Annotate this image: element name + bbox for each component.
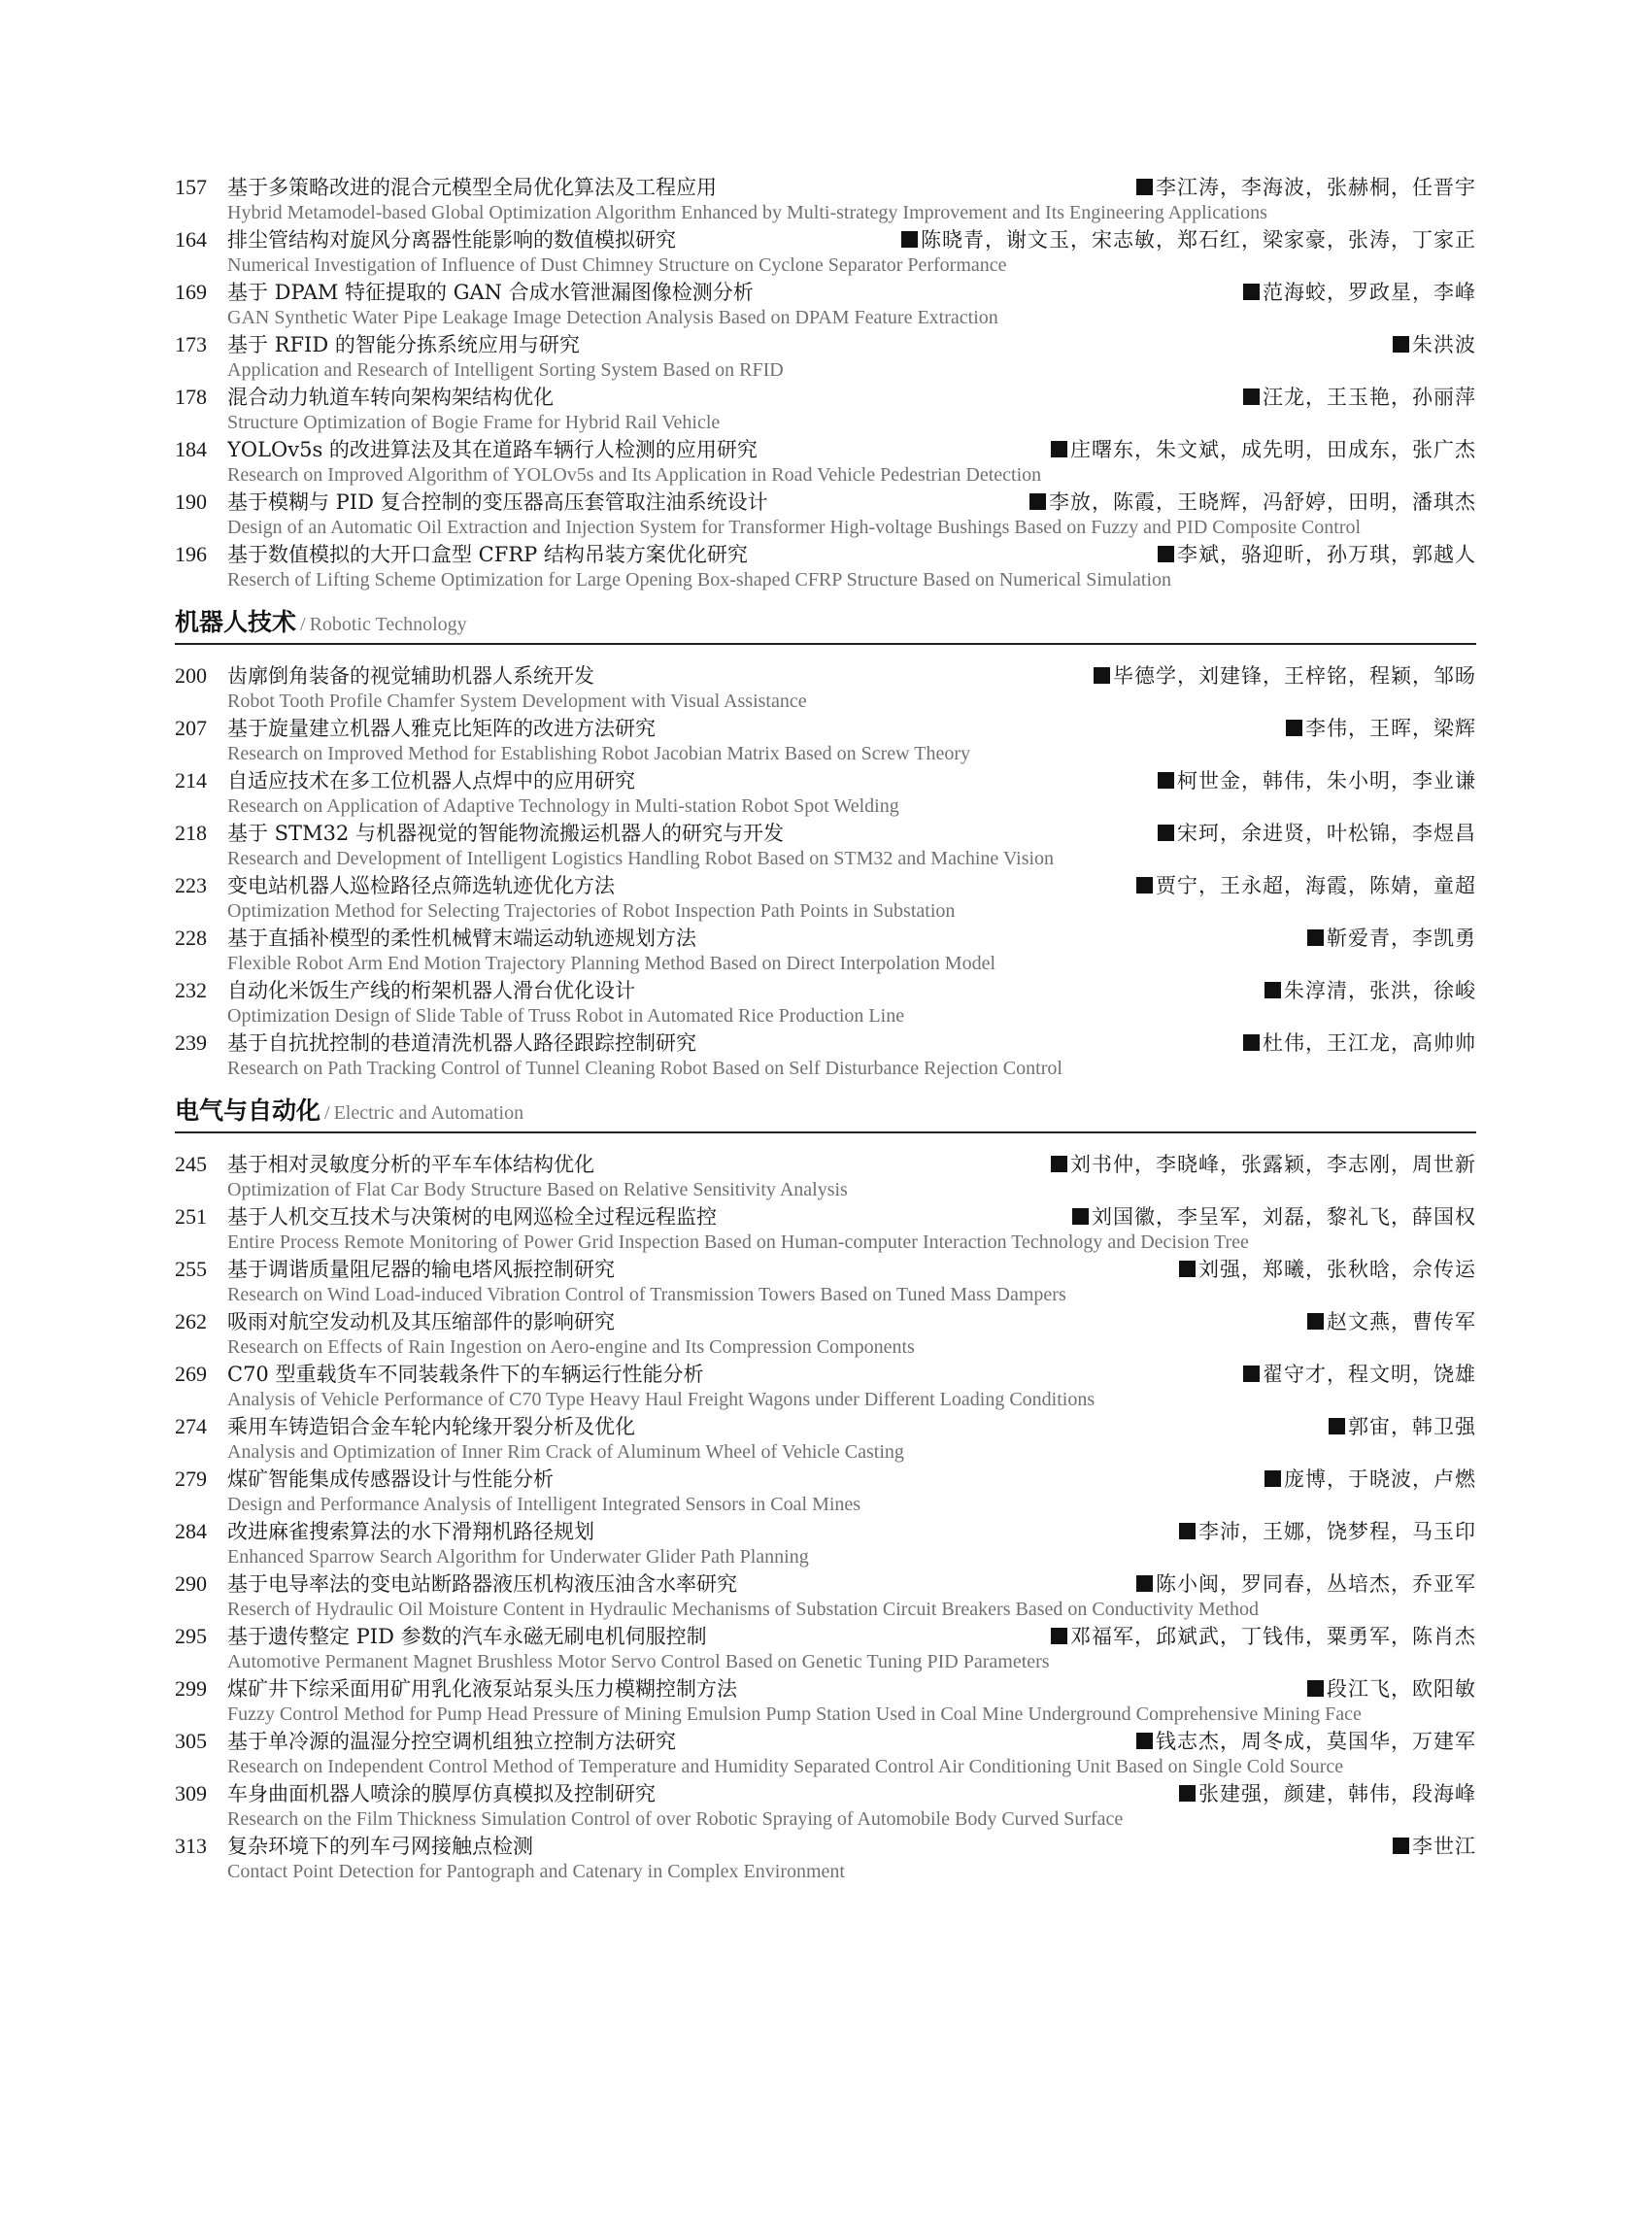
author-names: 邓福军，邱斌武，丁钱伟，粟勇军，陈肖杰: [1070, 1625, 1476, 1648]
authors: [1039, 1623, 1476, 1651]
author-marker-icon: [1136, 1733, 1153, 1749]
toc-entry[interactable]: [175, 819, 1476, 871]
chinese-title: 基于单冷源的温湿分控空调机组独立控制方法研究: [227, 1730, 676, 1753]
page-number: 218: [175, 821, 207, 845]
page-number: 279: [175, 1467, 207, 1491]
page-number: 299: [175, 1676, 207, 1701]
page-number: 274: [175, 1414, 207, 1438]
authors: [1146, 820, 1476, 848]
authors: [1167, 1780, 1476, 1808]
authors: [1167, 1518, 1476, 1546]
page-number: 290: [175, 1571, 207, 1596]
authors: [1146, 767, 1476, 795]
chinese-title: 煤矿井下综采面用矿用乳化液泵站泵头压力模糊控制方法: [227, 1677, 737, 1701]
chinese-title: 改进麻雀搜索算法的水下滑翔机路径规划: [227, 1520, 594, 1543]
author-names: 朱淳清，张洪，徐峻: [1284, 979, 1476, 1002]
page-number: 178: [175, 385, 207, 409]
chinese-title: 煤矿智能集成传感器设计与性能分析: [227, 1467, 554, 1491]
english-title: Analysis of Vehicle Performance of C70 Type Heavy Haul Freight Wagons under Different Loading Conditions: [227, 1389, 1096, 1410]
authors: [1231, 1361, 1476, 1389]
table-of-contents: [175, 173, 1476, 1884]
toc-entry[interactable]: [175, 1517, 1476, 1569]
english-title: Enhanced Sparrow Search Algorithm for Underwater Glider Path Planning: [227, 1546, 809, 1568]
page-number: 200: [175, 663, 207, 688]
page-number: 190: [175, 489, 207, 514]
author-marker-icon: [1393, 336, 1409, 353]
english-title: Structure Optimization of Bogie Frame for Hybrid Rail Vehicle: [227, 412, 721, 433]
page-number: 169: [175, 280, 207, 304]
author-marker-icon: [1393, 1838, 1409, 1854]
author-names: 刘强，郑曦，张秋晗，佘传运: [1198, 1258, 1476, 1281]
author-names: 段江飞，欧阳敏: [1327, 1677, 1476, 1701]
english-title: Reserch of Hydraulic Oil Moisture Content in Hydraulic Mechanisms of Substation Circuit Breakers Based on Conductivity Method: [227, 1599, 1260, 1620]
chinese-title: 基于调谐质量阻尼器的输电塔风振控制研究: [227, 1258, 615, 1281]
authors: [1231, 279, 1476, 307]
page-number: 295: [175, 1624, 207, 1648]
toc-entry-header: [175, 871, 1476, 899]
toc-entry[interactable]: [175, 383, 1476, 435]
chinese-title: 基于模糊与 PID 复合控制的变压器高压套管取注油系统设计: [227, 490, 768, 514]
author-names: 庄曙东，朱文斌，成先明，田成东，张广杰: [1070, 438, 1476, 461]
english-title: Research on the Film Thickness Simulation Control of over Robotic Spraying of Automobile Body Curved Surface: [227, 1808, 1124, 1830]
author-marker-icon: [1179, 1523, 1196, 1539]
toc-entry-header: [175, 540, 1476, 568]
english-title: Robot Tooth Profile Chamfer System Development with Visual Assistance: [227, 691, 807, 712]
authors: [1231, 1029, 1476, 1058]
english-title: Entire Process Remote Monitoring of Power Grid Inspection Based on Human-computer Interaction Technology and Decision Tree: [227, 1231, 1249, 1253]
toc-entry-header: [175, 714, 1476, 742]
english-title: Analysis and Optimization of Inner Rim Crack of Aluminum Wheel of Vehicle Casting: [227, 1441, 904, 1463]
authors: [1253, 1466, 1476, 1494]
authors: [1125, 872, 1476, 900]
author-marker-icon: [1136, 877, 1153, 894]
toc-entry-header: [175, 661, 1476, 690]
author-marker-icon: [1158, 772, 1174, 789]
english-title: Hybrid Metamodel-based Global Optimization Algorithm Enhanced by Multi-strategy Improvement and Its Engineering Applications: [227, 202, 1267, 223]
author-names: 李江涛，李海波，张赫桐，任晋宇: [1156, 176, 1476, 199]
author-marker-icon: [1264, 1470, 1281, 1487]
page-number: 164: [175, 227, 207, 252]
section-title-cn: 电气与自动化: [175, 1096, 321, 1125]
author-names: 张建强，颜建，韩伟，段海峰: [1198, 1782, 1476, 1805]
toc-entry-header: [175, 383, 1476, 411]
authors: [1317, 1413, 1476, 1441]
author-names: 柯世金，韩伟，朱小明，李业谦: [1177, 769, 1476, 793]
page-number: 214: [175, 768, 207, 793]
page-number: 309: [175, 1781, 207, 1805]
section-title-separator: /: [300, 614, 306, 635]
author-marker-icon: [1307, 1680, 1324, 1697]
author-marker-icon: [1243, 1366, 1260, 1382]
author-names: 汪龙，王玉艳，孙丽萍: [1263, 386, 1476, 409]
section-heading: [175, 1091, 1476, 1133]
chinese-title: 基于人机交互技术与决策树的电网巡检全过程远程监控: [227, 1205, 717, 1229]
authors: [1231, 384, 1476, 412]
english-title: Research on Path Tracking Control of Tunnel Cleaning Robot Based on Self Disturbance Rejection Control: [227, 1058, 1062, 1079]
author-names: 贾宁，王永超，海霞，陈婧，童超: [1156, 874, 1476, 897]
toc-entry[interactable]: [175, 1202, 1476, 1255]
author-marker-icon: [1051, 441, 1067, 457]
toc-entry[interactable]: [175, 488, 1476, 540]
chinese-title: C70 型重载货车不同装载条件下的车辆运行性能分析: [227, 1363, 704, 1386]
author-marker-icon: [1179, 1261, 1196, 1277]
author-marker-icon: [1158, 546, 1174, 562]
toc-entry-header: [175, 488, 1476, 516]
section-heading: [175, 602, 1476, 645]
toc-entry-header: [175, 1727, 1476, 1755]
chinese-title: 复杂环境下的列车弓网接触点检测: [227, 1835, 533, 1858]
author-marker-icon: [1051, 1156, 1067, 1172]
english-title: Design of an Automatic Oil Extraction and Injection System for Transformer High-voltage Bushings Based on Fuzzy and PID Composite Control: [227, 517, 1362, 538]
authors: [1125, 174, 1476, 202]
author-marker-icon: [1136, 1575, 1153, 1592]
author-marker-icon: [1286, 720, 1302, 736]
page-number: 239: [175, 1030, 207, 1055]
toc-entry[interactable]: [175, 1674, 1476, 1727]
toc-entry[interactable]: [175, 976, 1476, 1029]
toc-entry[interactable]: [175, 1569, 1476, 1622]
toc-entry[interactable]: [175, 1360, 1476, 1412]
chinese-title: 基于电导率法的变电站断路器液压机构液压油含水率研究: [227, 1572, 737, 1596]
toc-entry[interactable]: [175, 1832, 1476, 1884]
author-marker-icon: [1243, 1034, 1260, 1051]
toc-entry[interactable]: [175, 924, 1476, 976]
toc-entry-header: [175, 766, 1476, 794]
toc-entry-header: [175, 819, 1476, 847]
author-marker-icon: [1264, 982, 1281, 998]
toc-entry[interactable]: [175, 1412, 1476, 1465]
author-marker-icon: [1243, 388, 1260, 405]
toc-entry-header: [175, 1360, 1476, 1388]
toc-entry[interactable]: [175, 330, 1476, 383]
page-number: 228: [175, 926, 207, 950]
english-title: GAN Synthetic Water Pipe Leakage Image Detection Analysis Based on DPAM Feature Extraction: [227, 307, 998, 328]
section-title-cn: 机器人技术: [175, 608, 297, 636]
chinese-title: 基于旋量建立机器人雅克比矩阵的改进方法研究: [227, 717, 656, 740]
chinese-title: YOLOv5s 的改进算法及其在道路车辆行人检测的应用研究: [227, 438, 758, 461]
english-title: Optimization of Flat Car Body Structure Based on Relative Sensitivity Analysis: [227, 1179, 848, 1200]
author-names: 庞博，于晓波，卢燃: [1284, 1467, 1476, 1491]
author-names: 李世江: [1412, 1835, 1476, 1858]
chinese-title: 基于 DPAM 特征提取的 GAN 合成水管泄漏图像检测分析: [227, 281, 754, 304]
chinese-title: 车身曲面机器人喷涂的膜厚仿真模拟及控制研究: [227, 1782, 656, 1805]
page-number: 262: [175, 1309, 207, 1333]
author-names: 翟守才，程文明，饶雄: [1263, 1363, 1476, 1386]
author-names: 陈小闽，罗同春，丛培杰，乔亚军: [1156, 1572, 1476, 1596]
toc-entry[interactable]: [175, 1150, 1476, 1202]
author-names: 李放，陈霞，王晓辉，冯舒婷，田明，潘琪杰: [1049, 490, 1476, 514]
toc-entry-header: [175, 1569, 1476, 1598]
chinese-title: 乘用车铸造铝合金车轮内轮缘开裂分析及优化: [227, 1415, 635, 1438]
authors: [1146, 541, 1476, 569]
authors: [1381, 1833, 1476, 1861]
chinese-title: 变电站机器人巡检路径点筛选轨迹优化方法: [227, 874, 615, 897]
page-number: 305: [175, 1729, 207, 1753]
page-number: 196: [175, 542, 207, 566]
toc-entry[interactable]: [175, 173, 1476, 225]
toc-entry[interactable]: [175, 714, 1476, 766]
toc-entry[interactable]: [175, 1307, 1476, 1360]
author-names: 李斌，骆迎昕，孙万琪，郭越人: [1177, 543, 1476, 566]
author-marker-icon: [1307, 929, 1324, 946]
page-number: 284: [175, 1519, 207, 1543]
author-marker-icon: [1158, 825, 1174, 841]
authors: [1274, 715, 1476, 743]
chinese-title: 基于遗传整定 PID 参数的汽车永磁无刷电机伺服控制: [227, 1625, 707, 1648]
author-names: 范海蛟，罗政星，李峰: [1263, 281, 1476, 304]
page-number: 207: [175, 716, 207, 740]
english-title: Automotive Permanent Magnet Brushless Motor Servo Control Based on Genetic Tuning PID Parameters: [227, 1651, 1050, 1672]
english-title: Research on Wind Load-induced Vibration Control of Transmission Towers Based on Tuned Mass Dampers: [227, 1284, 1066, 1305]
author-names: 陈晓青，谢文玉，宋志敏，郑石红，梁家豪，张涛，丁家正: [921, 228, 1476, 252]
page-number: 232: [175, 978, 207, 1002]
page-number: 269: [175, 1362, 207, 1386]
toc-entry[interactable]: [175, 1029, 1476, 1081]
section-title-en: Electric and Automation: [333, 1102, 524, 1124]
toc-entry-header: [175, 173, 1476, 201]
toc-entry[interactable]: [175, 871, 1476, 924]
toc-entry[interactable]: [175, 435, 1476, 488]
toc-entry[interactable]: [175, 1622, 1476, 1674]
english-title: Design and Performance Analysis of Intelligent Integrated Sensors in Coal Mines: [227, 1494, 861, 1515]
author-marker-icon: [1179, 1785, 1196, 1802]
authors: [1039, 1151, 1476, 1179]
chinese-title: 自适应技术在多工位机器人点焊中的应用研究: [227, 769, 635, 793]
toc-entry-header: [175, 1622, 1476, 1650]
authors: [1296, 1675, 1476, 1703]
toc-entry-header: [175, 1307, 1476, 1335]
page-number: 313: [175, 1834, 207, 1858]
author-names: 李伟，王晖，梁辉: [1305, 717, 1476, 740]
toc-entry-header: [175, 1255, 1476, 1283]
toc-entry[interactable]: [175, 1727, 1476, 1779]
english-title: Research and Development of Intelligent Logistics Handling Robot Based on STM32 and Machine Vision: [227, 848, 1055, 869]
chinese-title: 基于 STM32 与机器视觉的智能物流搬运机器人的研究与开发: [227, 822, 784, 845]
toc-entry-header: [175, 924, 1476, 952]
author-marker-icon: [1094, 667, 1110, 684]
section-title-separator: /: [324, 1102, 330, 1124]
english-title: Research on Application of Adaptive Technology in Multi-station Robot Spot Welding: [227, 795, 899, 817]
toc-entry-header: [175, 278, 1476, 306]
author-marker-icon: [1051, 1628, 1067, 1644]
author-marker-icon: [1307, 1313, 1324, 1330]
toc-entry[interactable]: [175, 766, 1476, 819]
chinese-title: 齿廓倒角装备的视觉辅助机器人系统开发: [227, 664, 594, 688]
chinese-title: 基于相对灵敏度分析的平车车体结构优化: [227, 1153, 594, 1176]
english-title: Research on Improved Method for Establishing Robot Jacobian Matrix Based on Screw Theory: [227, 743, 971, 764]
chinese-title: 自动化米饭生产线的桁架机器人滑台优化设计: [227, 979, 635, 1002]
authors: [1296, 1308, 1476, 1336]
page-number: 184: [175, 437, 207, 461]
page-number: 245: [175, 1152, 207, 1176]
author-marker-icon: [1072, 1208, 1089, 1225]
english-title: Contact Point Detection for Pantograph and Catenary in Complex Environment: [227, 1861, 845, 1882]
author-marker-icon: [1136, 179, 1153, 195]
chinese-title: 基于直插补模型的柔性机械臂末端运动轨迹规划方法: [227, 927, 696, 950]
page-number: 157: [175, 175, 207, 199]
toc-entry-header: [175, 1029, 1476, 1057]
author-names: 杜伟，王江龙，高帅帅: [1263, 1031, 1476, 1055]
toc-entry[interactable]: [175, 225, 1476, 278]
chinese-title: 基于自抗扰控制的巷道清洗机器人路径跟踪控制研究: [227, 1031, 696, 1055]
toc-entry-header: [175, 435, 1476, 463]
author-names: 毕德学，刘建锋，王梓铭，程颖，邹旸: [1113, 664, 1476, 688]
english-title: Research on Improved Algorithm of YOLOv5s and Its Application in Road Vehicle Pedestrian Detection: [227, 464, 1042, 486]
page-number: 255: [175, 1257, 207, 1281]
english-title: Fuzzy Control Method for Pump Head Pressure of Mining Emulsion Pump Station Used in Coal Mine Underground Comprehensive Mining Face: [227, 1703, 1362, 1725]
page-number: 223: [175, 873, 207, 897]
chinese-title: 基于数值模拟的大开口盒型 CFRP 结构吊装方案优化研究: [227, 543, 748, 566]
toc-entry-header: [175, 1674, 1476, 1703]
toc-entry-header: [175, 1779, 1476, 1807]
toc-entry-header: [175, 976, 1476, 1004]
authors: [1082, 662, 1476, 691]
english-title: Application and Research of Intelligent Sorting System Based on RFID: [227, 359, 784, 381]
english-title: Optimization Method for Selecting Trajectories of Robot Inspection Path Points in Substation: [227, 900, 956, 922]
author-marker-icon: [1243, 284, 1260, 300]
chinese-title: 基于多策略改进的混合元模型全局优化算法及工程应用: [227, 176, 717, 199]
chinese-title: 吸雨对航空发动机及其压缩部件的影响研究: [227, 1310, 615, 1333]
toc-entry[interactable]: [175, 540, 1476, 592]
authors: [1018, 489, 1476, 517]
english-title: Research on Effects of Rain Ingestion on Aero-engine and Its Compression Components: [227, 1336, 915, 1358]
page-number: 173: [175, 332, 207, 356]
english-title: Flexible Robot Arm End Motion Trajectory Planning Method Based on Direct Interpolation Model: [227, 953, 996, 974]
toc-entry-header: [175, 330, 1476, 358]
author-names: 刘国徽，李呈军，刘磊，黎礼飞，薛国权: [1092, 1205, 1476, 1229]
authors: [1125, 1728, 1476, 1756]
page-number: 251: [175, 1204, 207, 1229]
authors: [1381, 331, 1476, 359]
author-names: 赵文燕，曹传军: [1327, 1310, 1476, 1333]
authors: [1039, 436, 1476, 464]
toc-entry[interactable]: [175, 1465, 1476, 1517]
toc-entry-header: [175, 1412, 1476, 1440]
author-names: 郭宙，韩卫强: [1348, 1415, 1476, 1438]
authors: [1253, 977, 1476, 1005]
authors: [890, 226, 1476, 254]
toc-entry[interactable]: [175, 661, 1476, 714]
authors: [1296, 925, 1476, 953]
authors: [1061, 1203, 1476, 1231]
authors: [1125, 1570, 1476, 1599]
toc-entry-header: [175, 1832, 1476, 1860]
author-names: 刘书仲，李晓峰，张露颖，李志刚，周世新: [1070, 1153, 1476, 1176]
author-names: 朱洪波: [1412, 333, 1476, 356]
author-names: 靳爱青，李凯勇: [1327, 927, 1476, 950]
toc-entry-header: [175, 1150, 1476, 1178]
english-title: Numerical Investigation of Influence of Dust Chimney Structure on Cyclone Separator Performance: [227, 254, 1007, 276]
toc-entry[interactable]: [175, 278, 1476, 330]
toc-entry-header: [175, 1517, 1476, 1545]
authors: [1167, 1256, 1476, 1284]
toc-entry-header: [175, 1465, 1476, 1493]
author-marker-icon: [1329, 1418, 1345, 1434]
author-marker-icon: [901, 231, 918, 248]
toc-entry[interactable]: [175, 1255, 1476, 1307]
chinese-title: 基于 RFID 的智能分拣系统应用与研究: [227, 333, 580, 356]
english-title: Reserch of Lifting Scheme Optimization for Large Opening Box-shaped CFRP Structure Based on Numerical Simulation: [227, 569, 1172, 590]
author-names: 李沛，王娜，饶梦程，马玉印: [1198, 1520, 1476, 1543]
english-title: Optimization Design of Slide Table of Truss Robot in Automated Rice Production Line: [227, 1005, 905, 1027]
toc-entry-header: [175, 225, 1476, 253]
english-title: Research on Independent Control Method of Temperature and Humidity Separated Control Air Conditioning Unit Based on Single Cold Source: [227, 1756, 1344, 1777]
section-title-en: Robotic Technology: [309, 614, 467, 635]
author-names: 宋珂，余进贤，叶松锦，李煜昌: [1177, 822, 1476, 845]
chinese-title: 混合动力轨道车转向架构架结构优化: [227, 386, 554, 409]
author-marker-icon: [1029, 493, 1046, 510]
author-names: 钱志杰，周冬成，莫国华，万建军: [1156, 1730, 1476, 1753]
toc-entry[interactable]: [175, 1779, 1476, 1832]
toc-entry-header: [175, 1202, 1476, 1231]
chinese-title: 排尘管结构对旋风分离器性能影响的数值模拟研究: [227, 228, 676, 252]
